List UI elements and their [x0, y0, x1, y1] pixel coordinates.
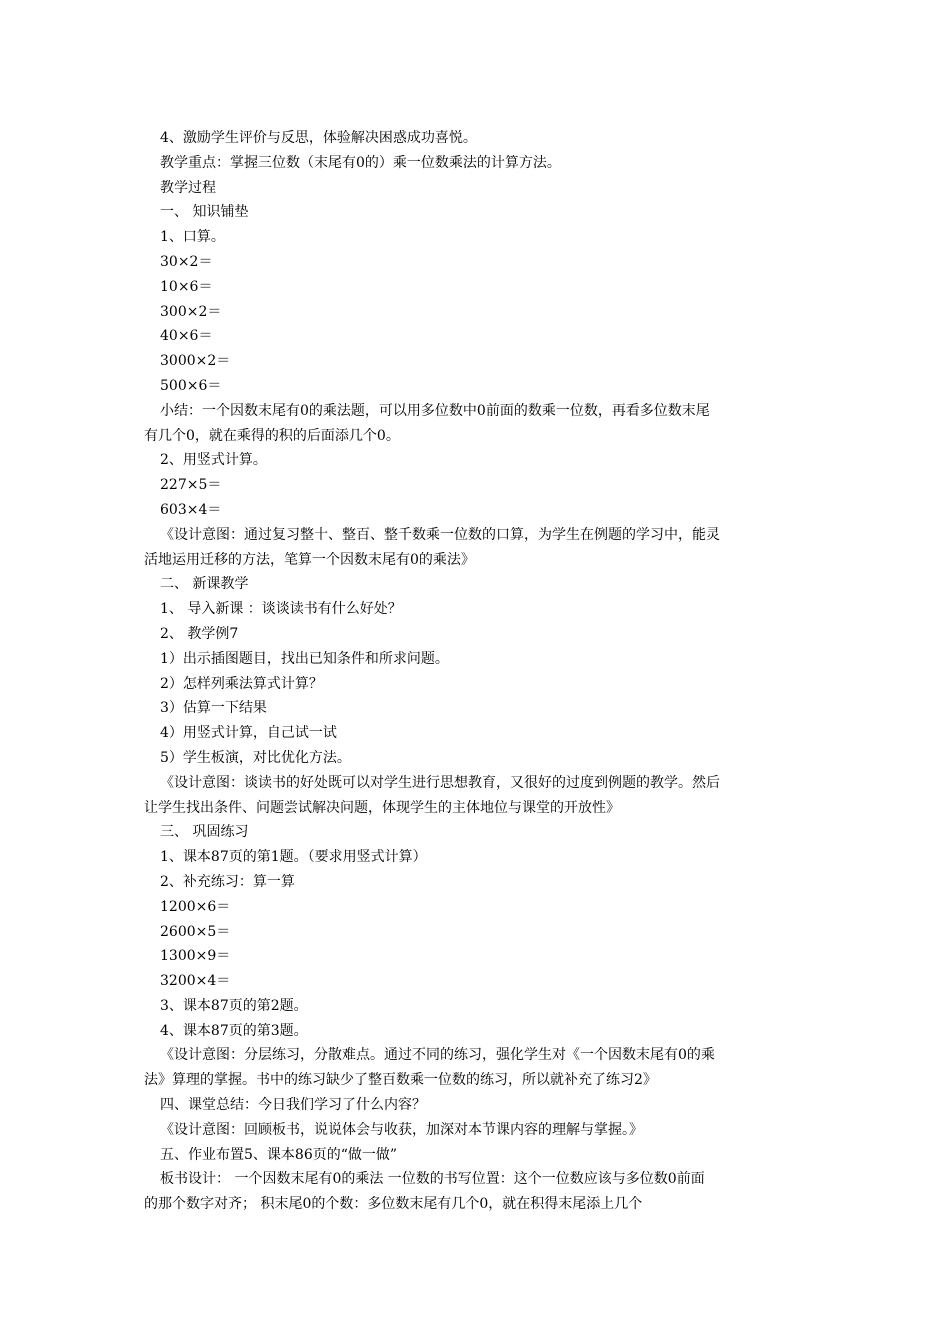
document-body: [144, 126, 800, 1217]
section-heading-3: 三、 巩固练习: [160, 824, 249, 841]
math-expression: 40×6＝: [160, 328, 213, 345]
summary-line-2: 有几个0，就在乘得的积的后面添几个0。: [144, 427, 400, 444]
section-heading-2: 二、 新课教学: [160, 576, 249, 593]
section-heading-4: 四、课堂总结：今日我们学习了什么内容？: [160, 1097, 426, 1114]
math-expression: 3200×4＝: [160, 973, 231, 990]
teaching-focus: 教学重点：掌握三位数（末尾有0的）乘一位数乘法的计算方法。: [160, 154, 561, 171]
math-expression: 10×6＝: [160, 278, 213, 295]
list-item: 3、课本87页的第2题。: [160, 997, 308, 1014]
section-heading-1: 一、 知识铺垫: [160, 204, 249, 221]
math-expression: 1300×9＝: [160, 948, 231, 965]
list-item: 5）学生板演，对比优化方法。: [160, 749, 351, 766]
list-item: 1、 导入新课 ：谈谈读书有什么好处？: [160, 601, 402, 618]
math-expression: 30×2＝: [160, 253, 213, 270]
section-heading-5: 五、作业布置5、课本86页的“做一做”: [160, 1146, 398, 1163]
design-intent-1a: 《设计意图：通过复习整十、整百、整千数乘一位数的口算，为学生在例题的学习中，能灵: [160, 526, 720, 543]
design-intent-2a: 《设计意图：谈读书的好处既可以对学生进行思想教育，又很好的过度到例题的教学。然后: [160, 774, 720, 791]
math-expression: 2600×5＝: [160, 923, 231, 940]
design-intent-3b: 法》算理的掌握。书中的练习缺少了整百数乘一位数的练习，所以就补充了练习2》: [144, 1072, 657, 1089]
board-design-2: 的那个数字对齐； 积末尾0的个数：多位数末尾有几个0，就在积得末尾添上几个: [144, 1196, 643, 1213]
goal-item-4: 4、激励学生评价与反思，体验解决困惑成功喜悦。: [160, 130, 477, 146]
design-intent-4: 《设计意图：回顾板书，说说体会与收获，加深对本节课内容的理解与掌握。》: [160, 1121, 643, 1138]
list-item: 1、课本87页的第1题。（要求用竖式计算）: [160, 849, 427, 866]
list-item: 3）估算一下结果: [160, 700, 267, 717]
design-intent-2b: 让学生找出条件、问题尝试解决问题，体现学生的主体地位与课堂的开放性》: [144, 799, 620, 816]
list-item: 2、 教学例7: [160, 625, 239, 642]
list-item: 1）出示插图题目，找出已知条件和所求问题。: [160, 650, 449, 667]
design-intent-1b: 活地运用迁移的方法，笔算一个因数末尾有0的乘法》: [144, 551, 475, 568]
design-intent-3a: 《设计意图：分层练习，分散难点。通过不同的练习，强化学生对《一个因数末尾有0的乘: [160, 1047, 715, 1064]
list-item: 4）用竖式计算，自己试一试: [160, 725, 337, 742]
list-item: 2、补充练习：算一算: [160, 873, 295, 890]
math-expression: 227×5＝: [160, 477, 222, 494]
math-expression: 3000×2＝: [160, 353, 231, 370]
board-design-1: 板书设计： 一个因数末尾有0的乘法 一位数的书写位置：这个一位数应该与多位数0前面: [160, 1171, 705, 1188]
math-expression: 300×2＝: [160, 303, 222, 320]
section-heading-process: 教学过程: [160, 179, 216, 196]
list-item: 4、课本87页的第3题。: [160, 1022, 308, 1039]
list-item: 2）怎样列乘法算式计算？: [160, 675, 323, 692]
summary-line-1: 小结：一个因数末尾有0的乘法题，可以用多位数中0前面的数乘一位数，再看多位数末尾: [160, 402, 710, 419]
math-expression: 500×6＝: [160, 377, 222, 394]
list-item: 2、用竖式计算。: [160, 452, 267, 469]
list-item: 1、口算。: [160, 229, 225, 246]
math-expression: 603×4＝: [160, 501, 222, 518]
math-expression: 1200×6＝: [160, 898, 231, 915]
